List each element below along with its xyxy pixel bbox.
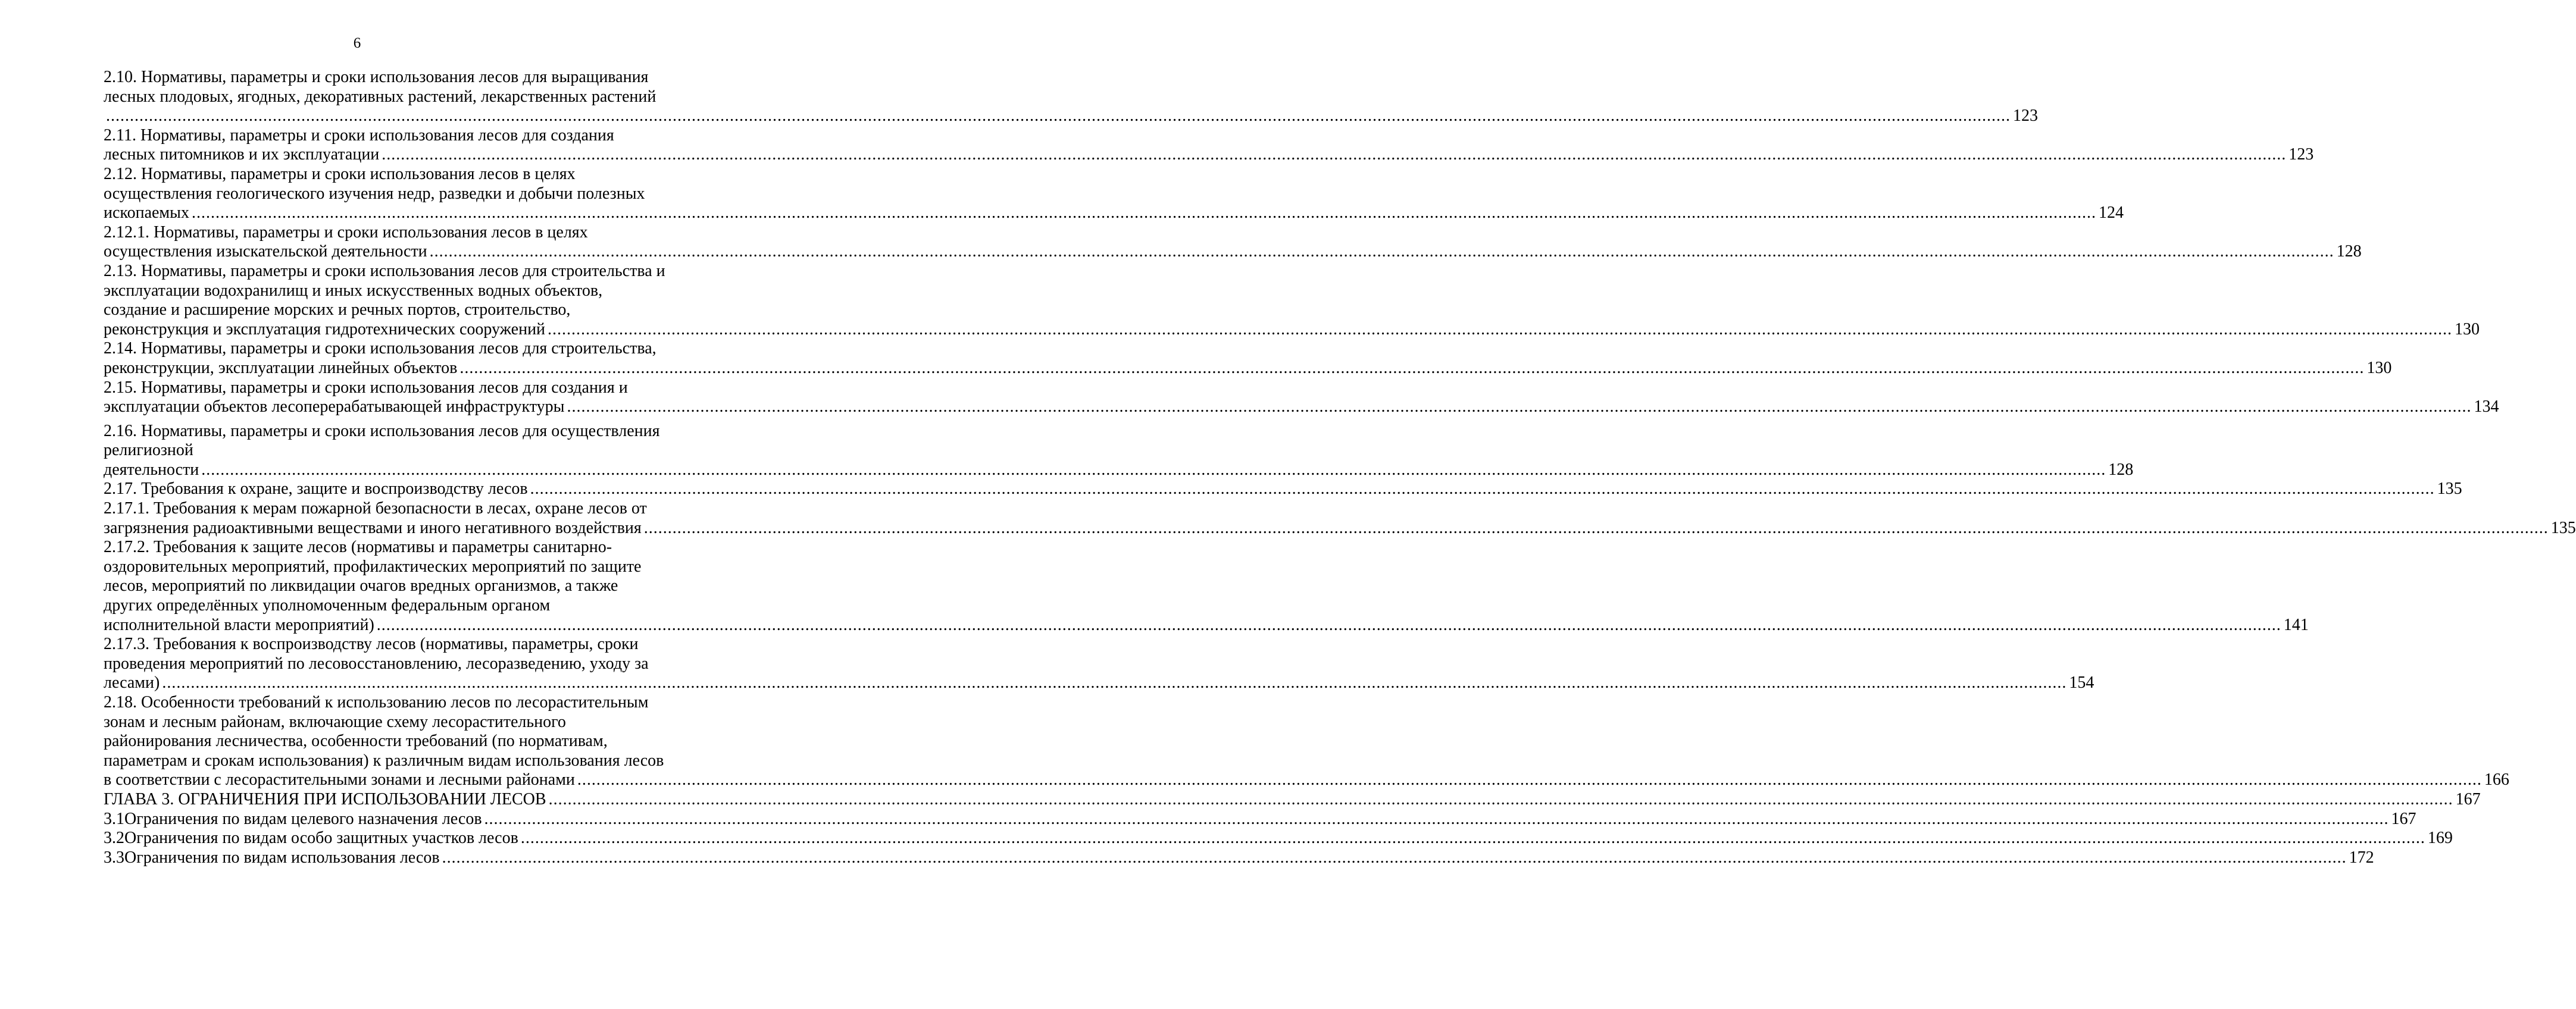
entry-line: осуществления геологического изучения недр, разведки и добычи полезных: [104, 184, 645, 203]
toc-entry-last-line: [104, 203, 2124, 223]
toc-entry-last-line: [104, 518, 2576, 538]
page-ref: 166: [2484, 770, 2509, 789]
entry-title-text: 2.17. Требования к охране, защите и воспроизводству лесов: [104, 480, 528, 499]
dot-leader: ................................................................................................................................................................................................................................................................................................................................................................................................................: [106, 106, 2011, 126]
entry-line: 2.14. Нормативы, параметры и сроки использования лесов для строительства,: [104, 339, 656, 358]
toc-entry[interactable]: [104, 499, 2576, 538]
dot-leader: ................................................................................................................................................................................................................................................................................................................................................................................................................: [201, 460, 2106, 479]
entry-title-text: загрязнения радиоактивными веществами и иного негативного воздействия: [104, 518, 642, 537]
page-ref: 141: [2283, 615, 2309, 634]
entry-line: лесных плодовых, ягодных, декоративных растений, лекарственных растений: [104, 87, 656, 106]
subsection-entry[interactable]: [104, 848, 2374, 868]
toc-entry[interactable]: [104, 480, 2462, 499]
toc-entry-last-line: [104, 397, 2499, 417]
toc-entry[interactable]: [104, 223, 2362, 262]
subsection-entry[interactable]: [104, 809, 2416, 829]
toc-entry[interactable]: [104, 635, 2094, 693]
entry-line: 2.18. Особенности требований к использованию лесов по лесорастительным: [104, 693, 649, 712]
dot-leader: ................................................................................................................................................................................................................................................................................................................................................................................................................: [484, 809, 2389, 828]
entry-title-text: ископаемых: [104, 203, 189, 223]
page-ref: 130: [2455, 319, 2480, 339]
toc-entry-last-line: [104, 358, 2392, 378]
toc-entry-last-line: [104, 480, 2462, 499]
toc-entry-last-line: [104, 673, 2094, 693]
page-ref: 130: [2366, 358, 2392, 377]
toc-entry-last-line: [104, 770, 2509, 790]
subsection-title: Ограничения по видам целевого назначения лесов: [124, 809, 482, 828]
page-ref: 128: [2336, 242, 2362, 261]
entry-line: 2.12.1. Нормативы, параметры и сроки использования лесов в целях: [104, 223, 588, 242]
dot-leader: ................................................................................................................................................................................................................................................................................................................................................................................................................: [382, 145, 2287, 164]
toc-entry-last-line: [104, 615, 2309, 635]
page-ref: 167: [2391, 809, 2416, 828]
dot-leader: ................................................................................................................................................................................................................................................................................................................................................................................................................: [429, 242, 2334, 261]
dot-leader: ................................................................................................................................................................................................................................................................................................................................................................................................................: [567, 397, 2472, 416]
toc-entry-last-line: [104, 319, 2480, 340]
table-of-contents: [104, 68, 2576, 867]
subsection-title: Ограничения по видам особо защитных участков лесов: [124, 829, 518, 848]
dot-leader: ................................................................................................................................................................................................................................................................................................................................................................................................................: [577, 770, 2482, 789]
subsection-number: 3.3: [104, 848, 124, 867]
subsection-number: 3.1: [104, 809, 124, 828]
subsection-title: Ограничения по видам использования лесов: [124, 848, 440, 867]
entry-line: оздоровительных мероприятий, профилактических мероприятий по защите: [104, 557, 642, 576]
entry-title-text: деятельности: [104, 460, 199, 479]
page-ref: 123: [2013, 106, 2038, 126]
entry-title-text: реконструкция и эксплуатация гидротехнических сооружений: [104, 319, 546, 339]
toc-entry[interactable]: [104, 378, 2499, 417]
dot-leader: ................................................................................................................................................................................................................................................................................................................................................................................................................: [643, 518, 2549, 537]
entry-line: районирования лесничества, особенности требований (по нормативам,: [104, 732, 608, 751]
entry-line: 2.13. Нормативы, параметры и сроки использования лесов для строительства и: [104, 261, 665, 280]
page-ref: 172: [2349, 848, 2374, 867]
dot-leader: ................................................................................................................................................................................................................................................................................................................................................................................................................: [162, 673, 2067, 692]
toc-entry[interactable]: [104, 538, 2309, 635]
toc-entry-last-line: [104, 145, 2314, 165]
spacer: [104, 417, 680, 422]
page-ref: 154: [2069, 673, 2094, 692]
toc-entry[interactable]: [104, 421, 2134, 480]
dot-leader: ................................................................................................................................................................................................................................................................................................................................................................................................................: [191, 203, 2096, 223]
toc-entry[interactable]: [104, 693, 2509, 790]
entry-title-text: лесных питомников и их эксплуатации: [104, 145, 380, 164]
entry-line: 2.10. Нормативы, параметры и сроки использования лесов для выращивания: [104, 68, 649, 86]
entry-line: 2.17.2. Требования к защите лесов (нормативы и параметры санитарно-: [104, 538, 612, 557]
toc-entry[interactable]: [104, 164, 2124, 223]
page-ref: 135: [2550, 518, 2576, 537]
dot-leader: ................................................................................................................................................................................................................................................................................................................................................................................................................: [459, 358, 2365, 377]
entry-line: 2.16. Нормативы, параметры и сроки использования лесов для осуществления: [104, 421, 660, 440]
entry-line: 2.12. Нормативы, параметры и сроки использования лесов в целях: [104, 164, 576, 183]
entry-line: проведения мероприятий по лесовосстановлению, лесоразведению, уходу за: [104, 654, 649, 673]
toc-entry[interactable]: [104, 68, 2038, 126]
dot-leader: ................................................................................................................................................................................................................................................................................................................................................................................................................: [376, 615, 2281, 634]
page-ref: 123: [2289, 145, 2314, 164]
dot-leader: ................................................................................................................................................................................................................................................................................................................................................................................................................: [442, 848, 2347, 867]
page-ref: 128: [2108, 460, 2134, 479]
toc-entry-last-line: [104, 242, 2362, 262]
entry-line: 2.15. Нормативы, параметры и сроки использования лесов для создания и: [104, 378, 628, 397]
page-ref: 135: [2437, 480, 2462, 499]
entry-title-text: эксплуатации объектов лесоперерабатывающей инфраструктуры: [104, 397, 565, 416]
entry-title-text: исполнительной власти мероприятий): [104, 615, 374, 634]
toc-entry[interactable]: [104, 339, 2392, 378]
entry-line: эксплуатации водохранилищ и иных искусственных водных объектов,: [104, 281, 603, 300]
entry-title-text: реконструкции, эксплуатации линейных объектов: [104, 358, 458, 377]
dot-leader: ................................................................................................................................................................................................................................................................................................................................................................................................................: [530, 480, 2435, 499]
entry-line: параметрам и срокам использования) к различным видам использования лесов: [104, 751, 664, 770]
entry-title-text: осуществления изыскательской деятельности: [104, 242, 427, 261]
toc-entry-last-line: [104, 460, 2134, 480]
entry-line: 2.11. Нормативы, параметры и сроки использования лесов для создания: [104, 126, 614, 145]
toc-entry-last-line: [104, 106, 2038, 126]
dot-leader: ................................................................................................................................................................................................................................................................................................................................................................................................................: [520, 829, 2425, 848]
page-number: 6: [353, 35, 361, 51]
toc-entry[interactable]: [104, 126, 2314, 165]
entry-title-text: лесами): [104, 673, 160, 692]
entry-title-text: ГЛАВА 3. ОГРАНИЧЕНИЯ ПРИ ИСПОЛЬЗОВАНИИ ЛЕСОВ: [104, 789, 546, 809]
entry-line: других определённых уполномоченным федеральным органом: [104, 596, 551, 615]
dot-leader: ................................................................................................................................................................................................................................................................................................................................................................................................................: [548, 789, 2453, 809]
chapter-entry-last-line: [104, 789, 2481, 810]
page-ref: 169: [2427, 829, 2453, 848]
page-ref: 124: [2098, 203, 2124, 223]
dot-leader: ................................................................................................................................................................................................................................................................................................................................................................................................................: [548, 319, 2453, 339]
page-ref: 134: [2474, 397, 2499, 416]
toc-entry[interactable]: [104, 261, 2480, 339]
entry-line: создание и расширение морских и речных портов, строительство,: [104, 300, 571, 319]
entry-line: религиозной: [104, 441, 193, 460]
entry-line: 2.17.3. Требования к воспроизводству лесов (нормативы, параметры, сроки: [104, 635, 639, 654]
subsection-entry[interactable]: [104, 829, 2453, 848]
subsection-number: 3.2: [104, 829, 124, 848]
entry-line: лесов, мероприятий по ликвидации очагов вредных организмов, а также: [104, 576, 618, 596]
entry-line: зонам и лесным районам, включающие схему лесорастительного: [104, 712, 566, 731]
chapter-entry[interactable]: [104, 789, 2481, 810]
entry-line: 2.17.1. Требования к мерам пожарной безопасности в лесах, охране лесов от: [104, 499, 647, 518]
page-ref: 167: [2455, 789, 2481, 809]
entry-title-text: в соответствии с лесорастительными зонами и лесными районами: [104, 770, 575, 789]
